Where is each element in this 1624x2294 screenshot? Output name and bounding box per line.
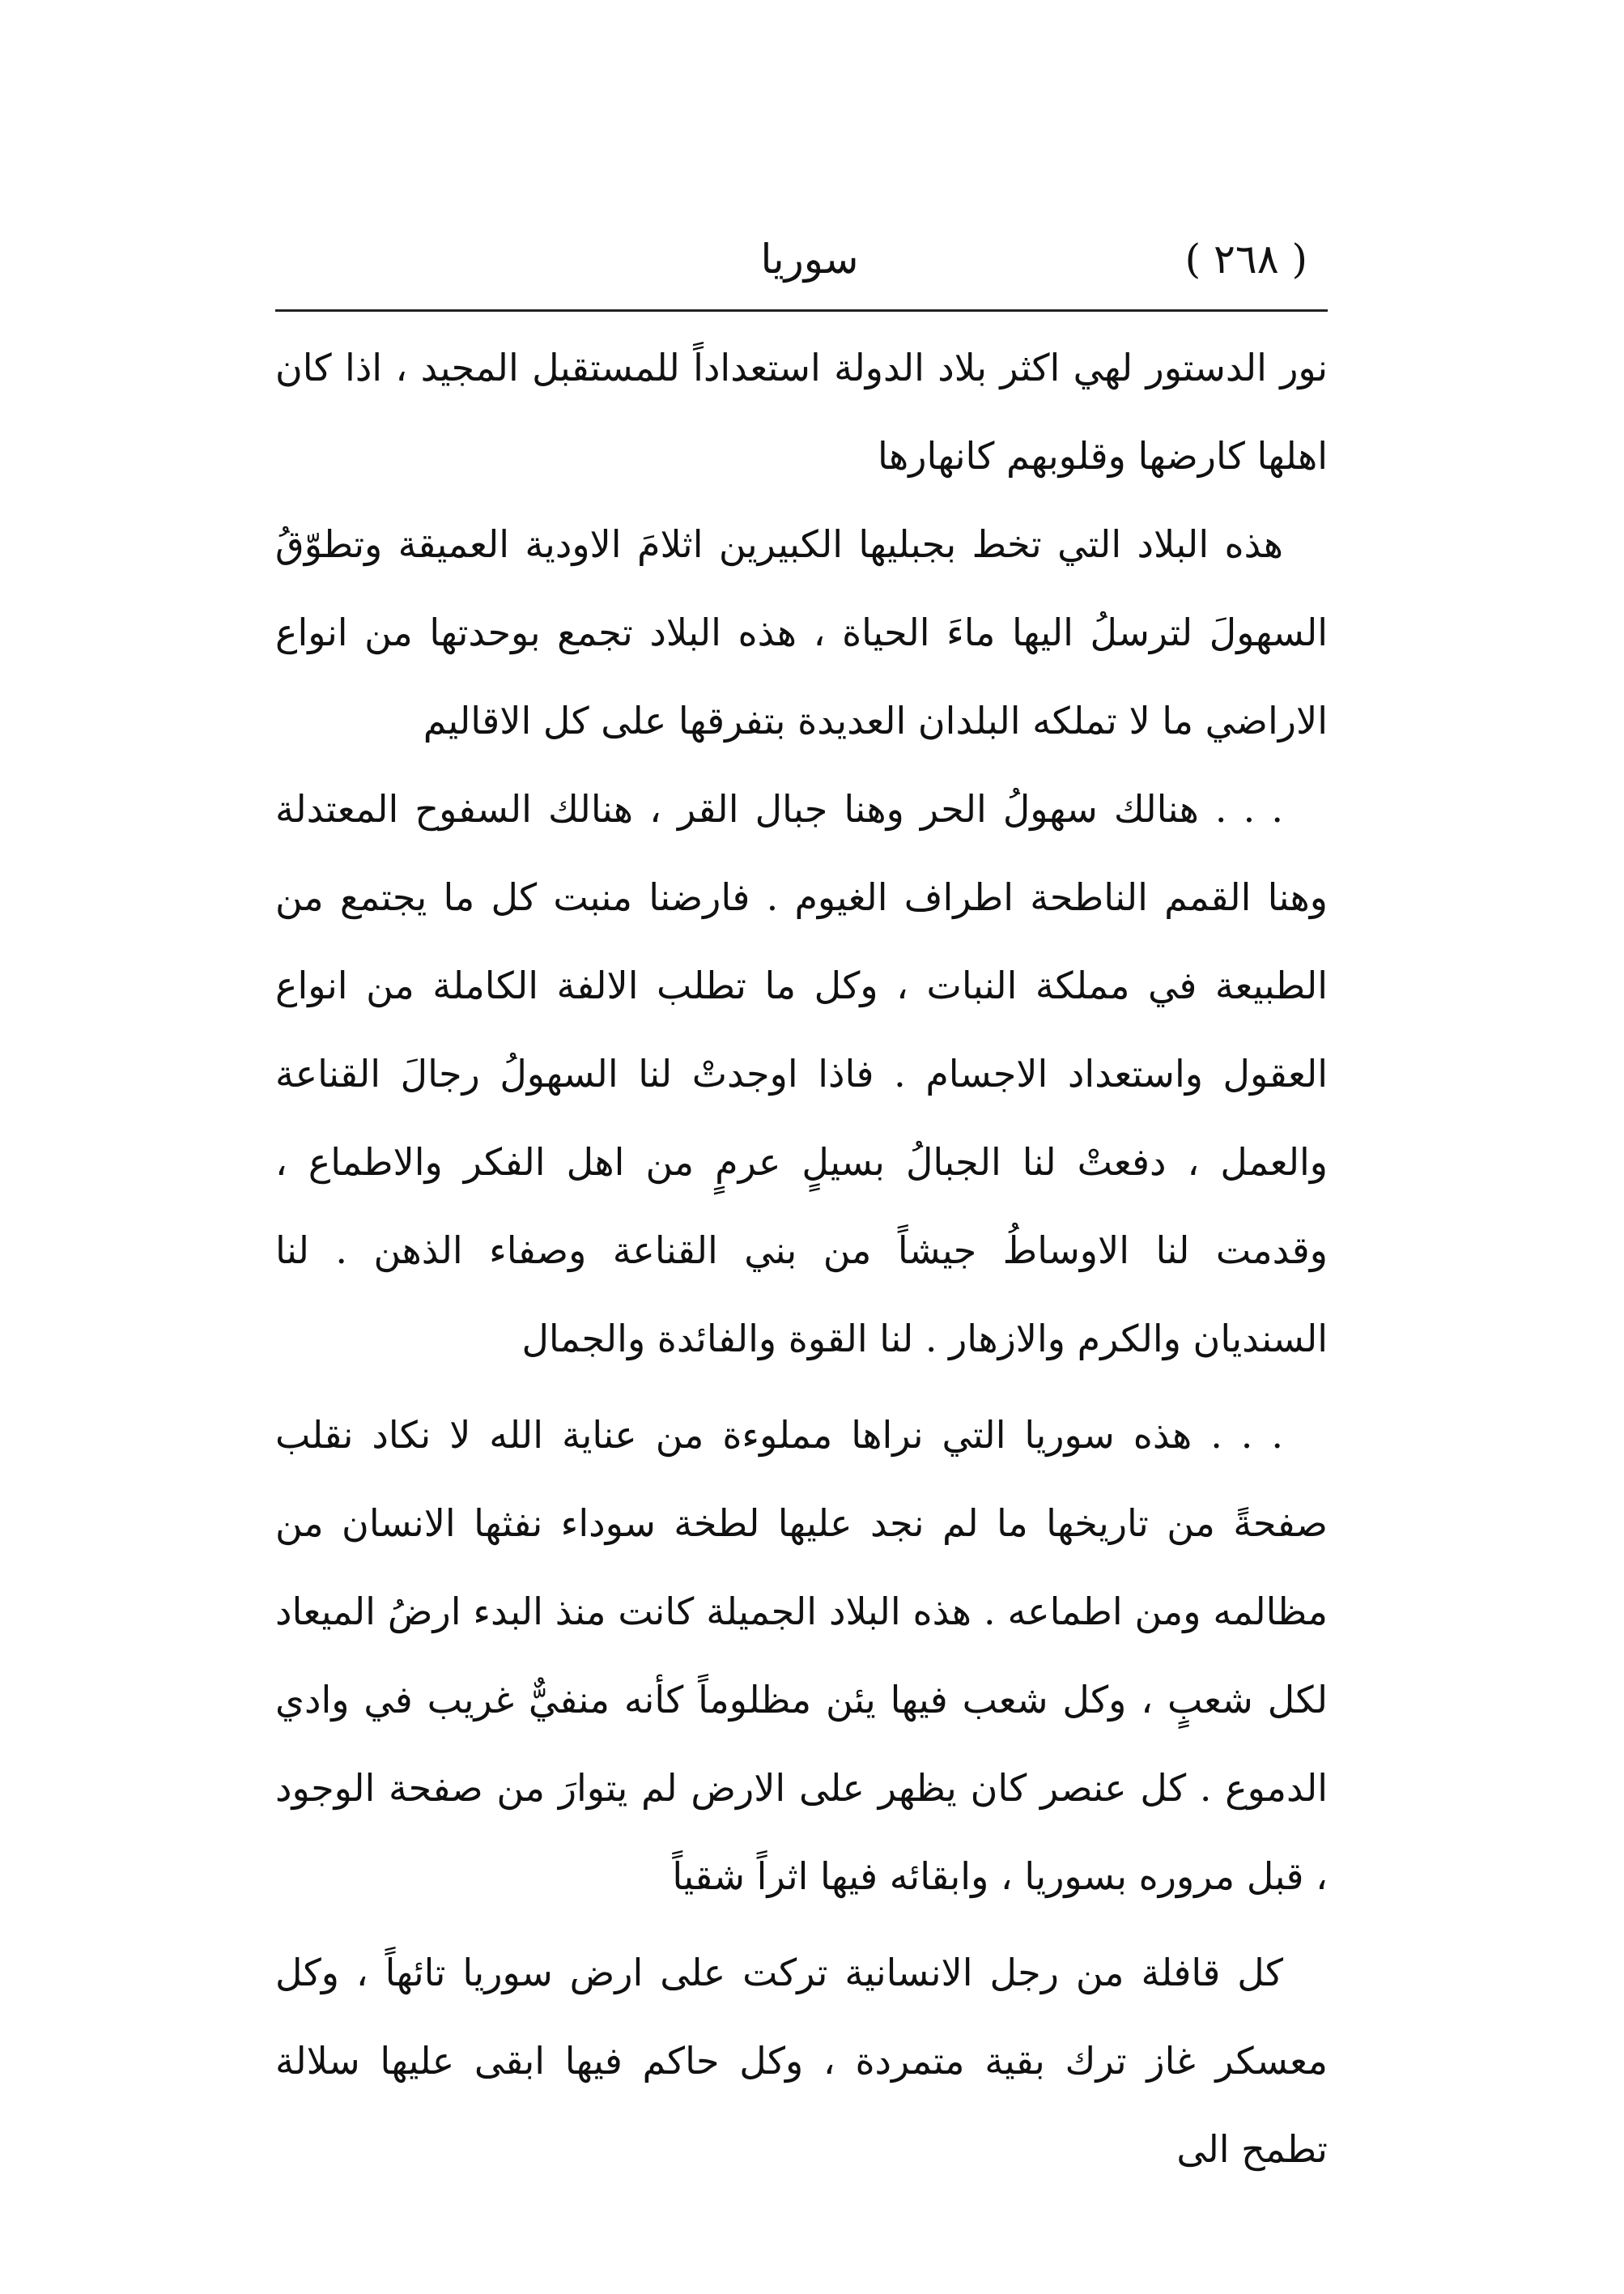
body-text	[275, 324, 1328, 2194]
paragraph-3: . . . هنالك سهولُ الحر وهنا جبال القر ، هنالك السفوح المعتدلة وهنا القمم الناطحة اطراف الغيوم . فارضنا منبت كل ما يجتمع من الطبيعة في مملكة النبات ، وكل ما تطلب الالفة الكاملة من انواع العقول واستعداد الاجسام . فاذا اوجدتْ لنا السهولُ رجالَ القناعة والعمل ، دفعتْ لنا الجبالُ بسيلٍ عرمٍ من اهل الفكر والاطماع ، وقدمت لنا الاوساطُ جيشاً من بني القناعة وصفاء الذهن . لنا السنديان والكرم والازهار . لنا القوة والفائدة والجمال	[275, 787, 1328, 1360]
page-header	[275, 202, 1328, 300]
paragraph-5: كل قافلة من رجل الانسانية تركت على ارض سوريا تائهاً ، وكل معسكر غاز ترك بقية متمردة ، وكل حاكم فيها ابقى عليها سلالة تطمح الى	[275, 1951, 1328, 2171]
paragraph-2: هذه البلاد التي تخط بجبليها الكبيرين اثلامَ الاودية العميقة وتطوّقُ السهولَ لترسلُ اليها ماءَ الحياة ، هذه البلاد تجمع بوحدتها من انواع الاراضي ما لا تملكه البلدان العديدة بتفرقها على كل الاقاليم	[275, 522, 1328, 743]
document-page	[275, 202, 1328, 2171]
running-title: سوريا	[760, 236, 859, 283]
paragraph-4: . . . هذه سوريا التي نراها مملوءة من عناية الله لا نكاد نقلب صفحةً من تاريخها ما لم نجد عليها لطخة سوداء نفثها الانسان من مظالمه ومن اطماعه . هذه البلاد الجميلة كانت منذ البدء ارضُ الميعاد لكل شعبٍ ، وكل شعب فيها يئن مظلوماً كأنه منفيٌّ غريب في وادي الدموع . كل عنصر كان يظهر على الارض لم يتوارَ من صفحة الوجود ، قبل مروره بسوريا ، وابقائه فيها اثراً شقياً	[275, 1413, 1328, 1898]
page-number: ( ٢٦٨ )	[1184, 236, 1307, 283]
header-rule	[275, 309, 1328, 312]
paragraph-1: نور الدستور لهي اكثر بلاد الدولة استعداداً للمستقبل المجيد ، اذا كان اهلها كارضها وقلوبهم كانهارها	[275, 346, 1328, 478]
